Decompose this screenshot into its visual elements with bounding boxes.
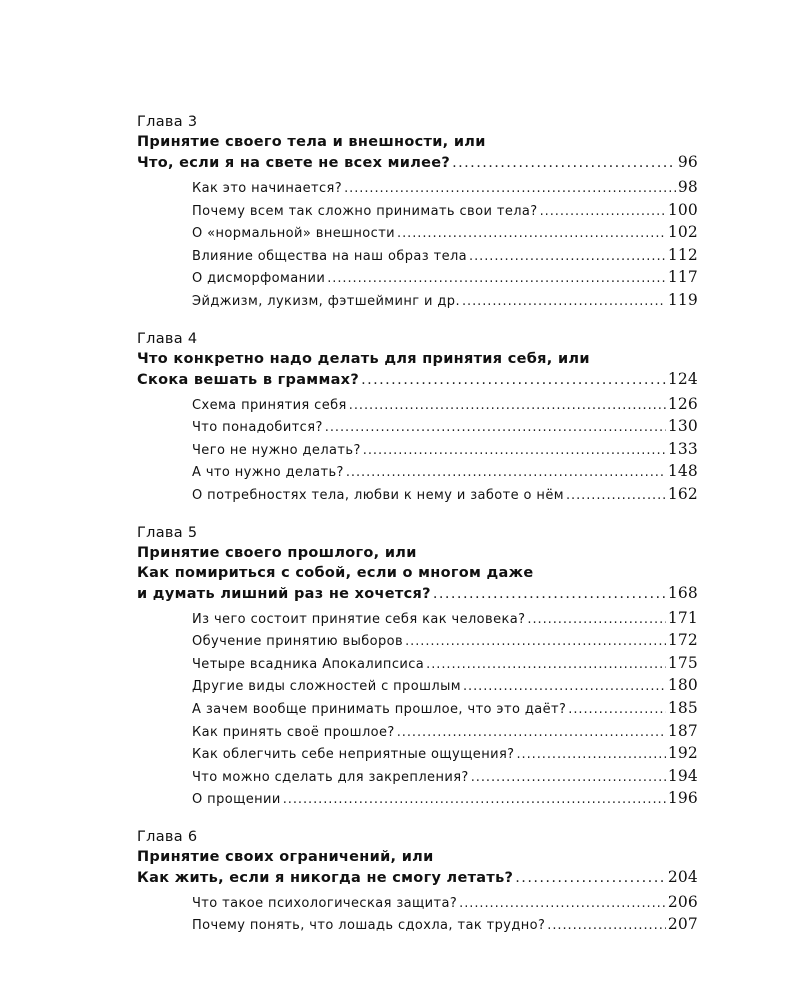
toc-section-entry[interactable] [192, 461, 698, 484]
section-title: Влияние общества на наш образ тела [192, 248, 468, 264]
toc-section-entry[interactable] [192, 653, 698, 676]
section-title: Эйджизм, лукизм, фэтшейминг и др. [192, 293, 460, 309]
chapter-label: Глава 4 [137, 330, 198, 347]
toc-section-entry[interactable] [192, 892, 698, 915]
section-list [137, 608, 698, 811]
section-page-number: 119 [667, 290, 698, 309]
section-title: Как облегчить себе неприятные ощущения? [192, 747, 515, 763]
chapter-title-line: Скока вешать в граммах? [137, 371, 360, 388]
section-title: Другие виды сложностей с прошлым [192, 679, 461, 695]
section-page-number: 196 [667, 789, 698, 808]
toc-section-entry[interactable] [192, 245, 698, 268]
chapter-title-line: Принятие своего тела и внешности, или [137, 134, 486, 150]
toc-section-entry[interactable] [192, 608, 698, 631]
section-title: Обучение принятию выборов [192, 634, 404, 650]
section-title: Четыре всадника Апокалипсиса [192, 656, 425, 672]
section-page-number: 175 [667, 653, 698, 672]
toc-section-entry[interactable] [192, 290, 698, 313]
toc-section-entry[interactable] [192, 630, 698, 653]
section-title: Что такое психологическая защита? [192, 895, 458, 911]
toc-section-entry[interactable] [192, 914, 698, 937]
section-page-number: 102 [667, 223, 698, 242]
toc-section-entry[interactable] [192, 788, 698, 811]
dot-leader [325, 418, 666, 439]
section-title: О дисморфомании [192, 271, 326, 287]
dot-leader [462, 292, 666, 313]
toc-section-entry[interactable] [192, 222, 698, 245]
section-page-number: 126 [667, 394, 698, 413]
section-page-number: 194 [667, 766, 698, 785]
section-page-number: 187 [667, 721, 698, 740]
toc-section-entry[interactable] [192, 394, 698, 417]
section-title: О прощении [192, 792, 281, 808]
section-page-number: 133 [667, 439, 698, 458]
dot-leader [397, 224, 666, 245]
chapter-title-line: Как жить, если я никогда не смогу летать? [137, 869, 514, 886]
section-title: Почему всем так сложно принимать свои тела? [192, 203, 538, 219]
section-title: Чего не нужно делать? [192, 442, 361, 458]
toc-section-entry[interactable] [192, 177, 698, 200]
dot-leader [463, 677, 666, 698]
section-page-number: 112 [667, 245, 698, 264]
chapter-block [137, 329, 698, 507]
toc-section-entry[interactable] [192, 267, 698, 290]
dot-leader [452, 153, 676, 173]
dot-leader [516, 745, 665, 766]
toc-section-entry[interactable] [192, 675, 698, 698]
chapter-title-line: Что, если я на свете не всех милее? [137, 155, 451, 171]
section-title: А зачем вообще принимать прошлое, что это даёт? [192, 701, 567, 717]
dot-leader [540, 202, 666, 223]
dot-leader [363, 441, 666, 462]
dot-leader [344, 179, 676, 200]
section-page-number: 185 [667, 698, 698, 717]
chapter-page-number: 124 [667, 369, 698, 388]
dot-leader [527, 610, 665, 631]
toc-section-entry[interactable] [192, 484, 698, 507]
dot-leader [568, 700, 666, 721]
toc-section-entry[interactable] [192, 200, 698, 223]
dot-leader [469, 247, 666, 268]
toc-section-entry[interactable] [192, 698, 698, 721]
chapter-label: Глава 6 [137, 828, 198, 845]
dot-leader [405, 632, 666, 653]
chapter-page-number: 96 [677, 153, 698, 171]
chapter-page-number: 168 [667, 583, 698, 602]
dot-leader [327, 269, 666, 290]
chapter-title-row[interactable] [137, 369, 698, 390]
chapter-title-line: Что конкретно надо делать для принятия себя, или [137, 350, 590, 367]
toc-section-entry[interactable] [192, 743, 698, 766]
toc-section-entry[interactable] [192, 439, 698, 462]
section-title: О «нормальной» внешности [192, 226, 396, 242]
dot-leader [547, 916, 666, 937]
toc-section-entry[interactable] [192, 721, 698, 744]
toc-section-entry[interactable] [192, 766, 698, 789]
section-page-number: 207 [667, 915, 698, 934]
chapter-title-row[interactable] [137, 867, 698, 888]
chapter-title-row[interactable] [137, 152, 698, 173]
section-page-number: 162 [667, 484, 698, 503]
table-of-contents [137, 112, 698, 953]
chapter-block [137, 523, 698, 811]
dot-leader [426, 655, 666, 676]
section-title: Из чего состоит принятие себя как человека? [192, 611, 526, 627]
section-title: Почему понять, что лошадь сдохла, так трудно? [192, 918, 546, 934]
section-list [137, 177, 698, 313]
dot-leader [349, 396, 666, 417]
section-title: А что нужно делать? [192, 465, 344, 481]
section-title: Что можно сделать для закрепления? [192, 769, 469, 785]
chapter-label: Глава 3 [137, 114, 198, 130]
chapter-block [137, 827, 698, 937]
section-page-number: 180 [667, 676, 698, 695]
chapter-title-row[interactable] [137, 583, 698, 604]
section-title: Схема принятия себя [192, 397, 347, 413]
section-title: Как это начинается? [192, 181, 343, 196]
section-page-number: 171 [667, 608, 698, 627]
chapter-page-number: 204 [667, 867, 698, 886]
section-list [137, 892, 698, 937]
section-title: О потребностях тела, любви к нему и заботе о нём [192, 487, 564, 503]
dot-leader [515, 868, 666, 888]
section-page-number: 148 [667, 462, 698, 481]
section-page-number: 130 [667, 417, 698, 436]
chapter-title-line: Принятие своих ограничений, или [137, 848, 434, 865]
section-page-number: 100 [667, 200, 698, 219]
toc-section-entry[interactable] [192, 416, 698, 439]
dot-leader [566, 486, 666, 507]
section-list [137, 394, 698, 507]
chapter-label: Глава 5 [137, 524, 198, 541]
section-page-number: 192 [667, 744, 698, 763]
section-page-number: 117 [667, 268, 698, 287]
chapter-block [137, 112, 698, 313]
section-title: Как принять своё прошлое? [192, 724, 395, 740]
dot-leader [397, 723, 666, 744]
chapter-title-line: Принятие своего прошлого, или [137, 544, 417, 561]
dot-leader [361, 370, 666, 390]
chapter-title-line: и думать лишний раз не хочется? [137, 585, 431, 602]
dot-leader [471, 768, 666, 789]
dot-leader [459, 894, 666, 915]
section-page-number: 172 [667, 631, 698, 650]
dot-leader [433, 584, 666, 604]
section-page-number: 206 [667, 892, 698, 911]
section-title: Что понадобится? [192, 420, 323, 436]
dot-leader [346, 463, 666, 484]
section-page-number: 98 [677, 178, 698, 196]
dot-leader [283, 790, 666, 811]
chapter-title-line: Как помириться с собой, если о многом даже [137, 564, 534, 581]
